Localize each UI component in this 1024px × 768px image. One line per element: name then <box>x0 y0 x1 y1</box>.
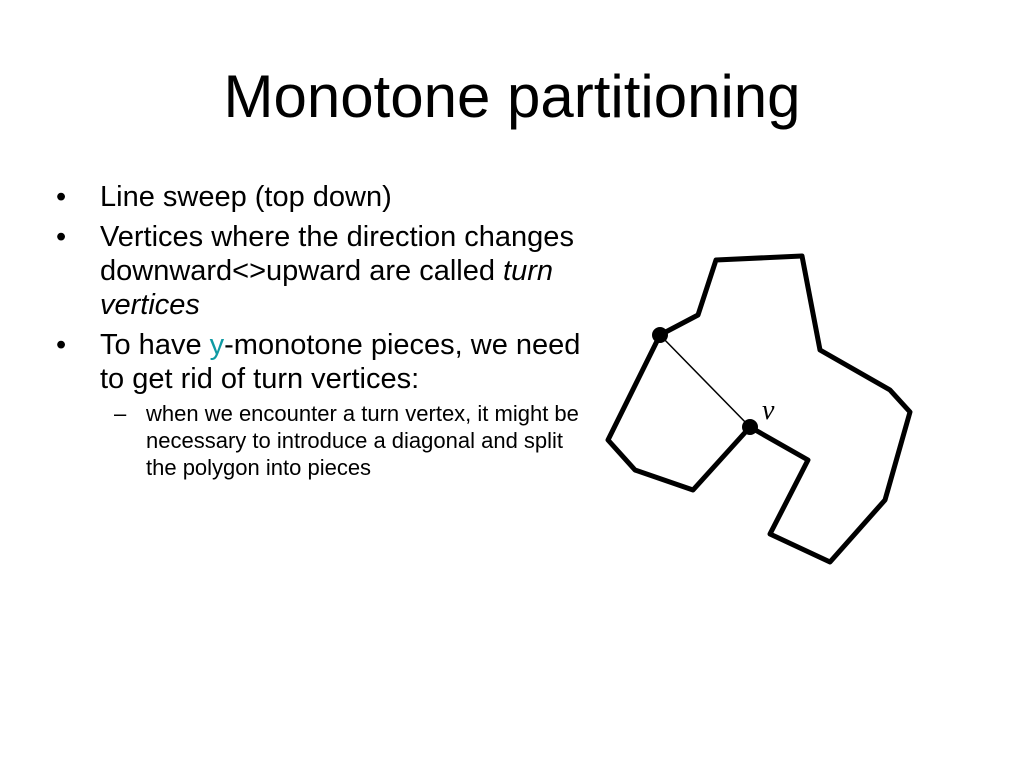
bullet-text: Line sweep (top down) <box>100 181 392 213</box>
upper-vertex-dot <box>652 327 668 343</box>
sub-bullet-item <box>100 400 596 481</box>
polygon-outline <box>608 256 910 562</box>
vertex-label: v <box>762 395 775 426</box>
sub-bullet-marker: – <box>114 401 127 426</box>
sub-bullet-text: when we encounter a turn vertex, it might be necessary to introduce a diagonal and split the polygon into pieces <box>146 401 579 480</box>
bullet-item <box>56 180 596 214</box>
bullet-text: To have <box>100 329 210 361</box>
bullet-list <box>56 180 596 487</box>
bullet-text: Vertices where the direction changes downward<>upward are called <box>100 221 574 287</box>
bullet-item <box>56 328 596 481</box>
bullet-accent: y <box>209 329 225 361</box>
turn-vertex-dot <box>742 419 758 435</box>
diagonal-line <box>660 335 750 427</box>
bullet-emphasis: turn vertices <box>100 255 554 321</box>
bullet-text: -monotone pieces, we need to get rid of turn vertices: <box>100 329 581 395</box>
bullet-item <box>56 220 596 322</box>
slide-title: Monotone partitioning <box>223 63 801 130</box>
bullet-marker: • <box>56 221 67 253</box>
polygon-figure <box>600 240 920 570</box>
bullet-marker: • <box>56 329 67 361</box>
bullet-marker: • <box>56 181 67 213</box>
sub-bullet-list <box>100 400 596 481</box>
